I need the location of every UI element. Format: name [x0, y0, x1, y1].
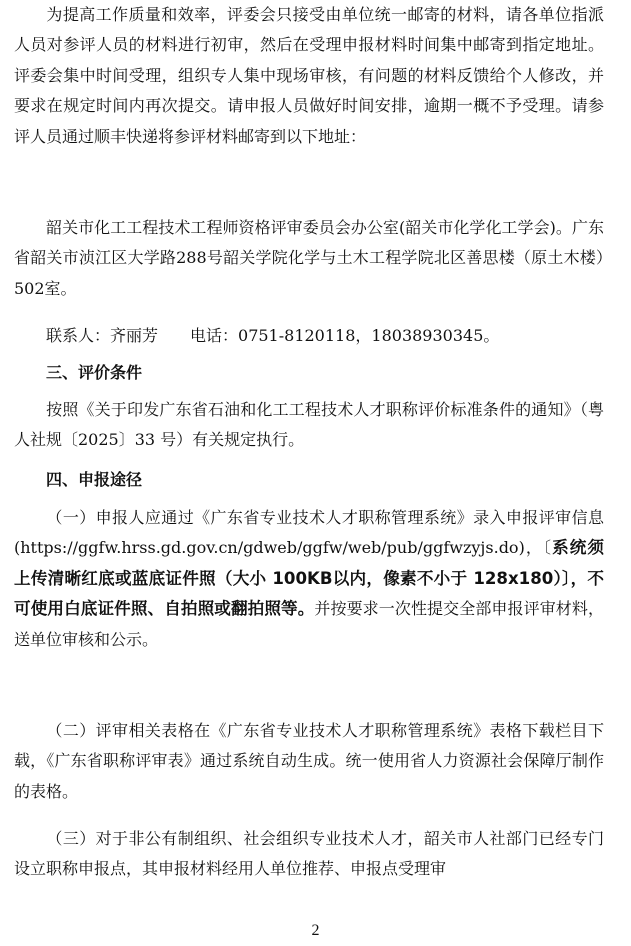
item-1-emphasis: 系统须上传清晰红底或蓝底证件照（大小 100KB以内，像素不小于 128x180）〕，不可使用白底证件照、自拍照或翻拍照等。: [14, 538, 605, 619]
contact-person: 联系人：齐丽芳: [46, 326, 159, 345]
section-3-title: 三、评价条件: [46, 363, 143, 382]
item-2-paragraph: [14, 716, 604, 807]
paragraph-submission: [14, 0, 604, 152]
page-number: 2: [311, 922, 320, 939]
paragraph-address: [14, 213, 604, 304]
item-2-text: （二）评审相关表格在《广东省专业技术人才职称管理系统》表格下载栏目下载，《广东省职称评审表》通过系统自动生成。统一使用省人力资源社会保障厅制作的表格。: [14, 721, 604, 801]
item-1-lead: （一）申报人应通过《广东省专业技术人才职称管理系统》录入申报评审信息(https://ggfw.hrss.gd.gov.cn/gdweb/ggfw/web/pub/ggfwzyjs.do)，〔: [14, 508, 604, 558]
item-1-paragraph: [14, 503, 604, 655]
paragraph-conditions-text: 按照《关于印发广东省石油和化工工程技术人才职称评价标准条件的通知》（粤人社规〔2025〕33 号）有关规定执行。: [14, 400, 604, 450]
item-3-paragraph: [14, 824, 604, 885]
section-4-title: 四、申报途径: [46, 470, 143, 489]
paragraph-submission-text: 为提高工作质量和效率，评委会只接受由单位统一邮寄的材料，请各单位指派人员对参评人员的材料进行初审，然后在受理申报材料时间集中邮寄到指定地址。评委会集中时间受理，组织专人集中现场审核，有问题的材料反馈给个人修改，并要求在规定时间内再次提交。请申报人员做好时间安排，逾期一概不予受理。请参评人员通过顺丰快递将参评材料邮寄到以下地址：: [14, 5, 604, 146]
contact-line: [14, 321, 604, 351]
paragraph-address-text: 韶关市化工工程技术工程师资格评审委员会办公室(韶关市化学化工学会)。广东省韶关市浈江区大学路288号韶关学院化学与土木工程学院北区善思楼（原土木楼）502室。: [14, 218, 604, 298]
item-1-tail: 并按要求一次性提交全部申报评审材料，送单位审核和公示。: [14, 599, 604, 649]
contact-phone: 电话：0751-8120118，18038930345。: [190, 326, 500, 345]
item-3-text: （三）对于非公有制组织、社会组织专业技术人才，韶关市人社部门已经专门设立职称申报点，其申报材料经用人单位推荐、申报点受理审: [14, 829, 604, 879]
paragraph-conditions: [14, 395, 604, 456]
